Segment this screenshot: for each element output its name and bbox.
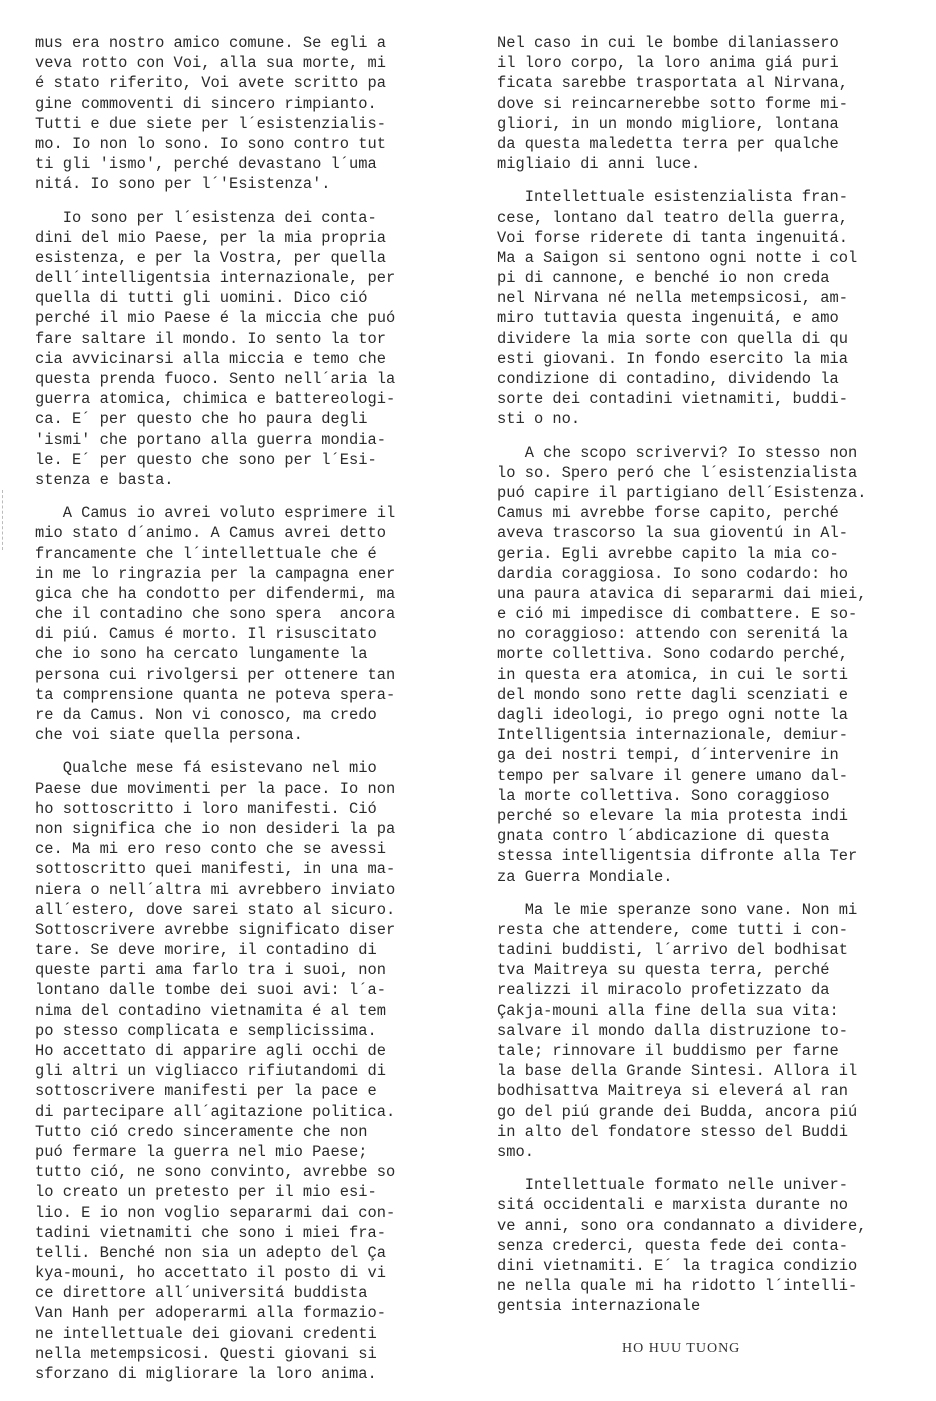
text-line: sitá occidentali e marxista durante no (497, 1196, 848, 1215)
text-line: in me lo ringrazia per la campagna ener (35, 564, 396, 583)
text-line: cia avvicinarsi alla miccia e temo che (35, 349, 386, 368)
right-paragraph (497, 1175, 933, 1316)
text-line: di partecipare all´agitazione politica. (35, 1102, 396, 1121)
text-line: che il contadino che sono spera ancora (35, 605, 396, 624)
text-line: pi di cannone, e benché io non creda (497, 269, 830, 288)
text-line: gli altri un vigliacco rifiutandomi di (35, 1062, 386, 1081)
text-line: francamente che l´intellettuale che é (35, 544, 377, 563)
left-paragraph (35, 33, 475, 195)
text-line: le. E´ per questo che sono per l´Esi- (35, 450, 377, 469)
text-line: la morte collettiva. Sono coraggioso (497, 786, 830, 805)
margin-punch-mark (2, 490, 4, 550)
text-line: all´estero, dove sarei stato al sicuro. (35, 900, 396, 919)
text-line: morte collettiva. Sono codardo perché, (497, 645, 848, 664)
text-line: di piú. Camus é morto. Il risuscitato (35, 625, 377, 644)
text-line: Tutto ció credo sinceramente che non (35, 1122, 368, 1141)
text-line: é stato riferito, Voi avete scritto pa (35, 74, 386, 93)
text-line: sforzano di migliorare la loro anima. (35, 1365, 377, 1383)
text-line: dividere la mia sorte con quella di qu (497, 329, 848, 348)
text-line: condizione di contadino, dividendo la (497, 370, 839, 388)
text-line: dove si reincarnerebbe sotto forme mi- (497, 94, 848, 113)
text-line: tutto ció, ne sono convinto, avrebbe so (35, 1163, 396, 1182)
text-line: ga dei nostri tempi, d´intervenire in (497, 746, 839, 765)
right-paragraph (497, 900, 933, 1162)
text-line: la base della Grande Sintesi. Allora il (497, 1062, 858, 1081)
text-line: in questa era atomica, in cui le sorti (497, 665, 848, 684)
text-line: Io sono per l´esistenza dei conta- (35, 208, 377, 227)
text-line: lo creato un pretesto per il mio esi- (35, 1183, 377, 1202)
text-line: Çakja-mouni alla fine della sua vita: (497, 1001, 839, 1020)
text-line: ne nella quale mi ha ridotto l´intelli- (497, 1277, 858, 1296)
text-line: geria. Egli avrebbe capito la mia co- (497, 544, 839, 563)
text-line: perché so elevare la mia protesta indi (497, 806, 848, 825)
text-line: dini del mio Paese, per la mia propria (35, 228, 386, 247)
text-line: tadini buddisti, l´arrivo del bodhisat (497, 941, 848, 960)
text-line: ficata sarebbe trasportata al Nirvana, (497, 74, 848, 93)
text-line: niera o nell´altra mi avrebbero inviato (35, 880, 396, 899)
text-line: e ció mi impedisce di combattere. E so- (497, 605, 858, 624)
text-line: A che scopo scrivervi? Io stesso non (497, 443, 858, 462)
text-line: po stesso complicata e semplicissima. (35, 1021, 377, 1040)
text-line: tadini vietnamiti che sono i miei fra- (35, 1223, 386, 1242)
text-line: gica che ha condotto per difendermi, ma (35, 584, 396, 603)
left-paragraph (35, 503, 475, 745)
text-line: Paese due movimenti per la pace. Io non (35, 779, 396, 798)
text-line: guerra atomica, chimica e battereologi- (35, 390, 396, 409)
text-line: stenza e basta. (35, 470, 174, 489)
text-line: mo. Io non lo sono. Io sono contro tut (35, 134, 386, 153)
text-line: ce. Ma mi ero reso conto che se avessi (35, 840, 386, 859)
right-paragraph (497, 33, 933, 174)
text-line: puó capire il partigiano dell´Esistenza. (497, 483, 867, 502)
text-line: sottoscrivere manifesti per la pace e (35, 1082, 377, 1101)
text-line: lio. E io non voglio separarmi dai con- (35, 1203, 396, 1222)
text-line: puó fermare la guerra nel mio Paese; (35, 1142, 368, 1161)
text-line: Camus mi avrebbe forse capito, perché (497, 504, 839, 523)
text-line: go del piú grande dei Budda, ancora piú (497, 1102, 858, 1121)
text-line: Ma le mie speranze sono vane. Non mi (497, 900, 858, 919)
text-line: nitá. Io sono per l´'Esistenza'. (35, 175, 331, 194)
text-line: che voi siate quella persona. (35, 726, 303, 745)
text-line: tale; rinnovare il buddismo per farne (497, 1042, 839, 1060)
text-line: tare. Se deve morire, il contadino di (35, 941, 377, 960)
author-signature: HO HUU TUONG (622, 1341, 741, 1356)
text-line: gnata contro l´abdicazione di questa (497, 827, 830, 846)
text-line: Intelligentsia internazionale, demiur- (497, 726, 848, 745)
text-line: gentsia internazionale (497, 1297, 701, 1316)
text-line: sti o no. (497, 410, 581, 429)
text-line: senza crederci, questa fede dei conta- (497, 1236, 848, 1255)
text-line: ti gli 'ismo', perché devastano l´uma (35, 155, 377, 174)
text-line: nel Nirvana né nella metempsicosi, am- (497, 289, 848, 308)
text-line: che io sono ha cercato lungamente la (35, 645, 368, 664)
left-column (35, 33, 475, 1384)
text-line: cese, lontano dal teatro della guerra, (497, 208, 848, 227)
text-line: da questa maledetta terra per qualche (497, 134, 839, 153)
left-paragraph (35, 758, 475, 1384)
text-line: Nel caso in cui le bombe dilaniassero (497, 34, 839, 52)
text-line: persona cui rivolgersi per ottenere tan (35, 665, 396, 684)
text-line: del mondo sono rette dagli scenziati e (497, 685, 848, 704)
text-line: salvare il mondo dalla distruzione to- (497, 1021, 848, 1040)
text-line: nella metempsicosi. Questi giovani si (35, 1344, 377, 1363)
text-line: no coraggioso: attendo con serenitá la (497, 625, 848, 644)
text-line: questa prenda fuoco. Sento nell´aria la (35, 370, 396, 388)
text-line: lontano dalle tombe dei suoi avi: l´a- (35, 981, 386, 1000)
text-line: lo so. Spero peró che l´esistenzialista (497, 463, 858, 482)
text-line: Ma a Saigon si sentono ogni notte i col (497, 248, 858, 267)
text-line: dell´intelligentsia internazionale, per (35, 269, 396, 288)
text-line: Ho accettato di apparire agli occhi de (35, 1042, 386, 1060)
text-line: 'ismi' che portano alla guerra mondia- (35, 430, 386, 449)
right-paragraph (497, 443, 933, 887)
text-line: resta che attendere, come tutti i con- (497, 920, 848, 939)
text-line: smo. (497, 1142, 534, 1161)
text-line: mus era nostro amico comune. Se egli a (35, 34, 386, 52)
text-line: Intellettuale formato nelle univer- (497, 1176, 848, 1195)
text-line: gliori, in un mondo migliore, lontana (497, 114, 839, 133)
text-line: tva Maitreya su questa terra, perché (497, 961, 830, 980)
text-line: dagli ideologi, io prego ogni notte la (497, 706, 848, 724)
text-line: A Camus io avrei voluto esprimere il (35, 504, 396, 523)
text-line: re da Camus. Non vi conosco, ma credo (35, 706, 377, 724)
text-line: ta comprensione quanta ne poteva spera- (35, 685, 396, 704)
text-line: za Guerra Mondiale. (497, 867, 673, 886)
text-line: migliaio di anni luce. (497, 155, 701, 174)
text-line: veva rotto con Voi, alla sua morte, mi (35, 54, 386, 73)
text-line: Sottoscrivere avrebbe significato diser (35, 920, 396, 939)
text-line: nima del contadino vietnamita é al tem (35, 1001, 386, 1020)
text-line: ce direttore all´universitá buddista (35, 1284, 368, 1303)
text-line: dardia coraggiosa. Io sono codardo: ho (497, 564, 848, 583)
text-line: kya-mouni, ho accettato il posto di vi (35, 1264, 386, 1283)
right-paragraph (497, 187, 933, 429)
text-line: queste parti ama farlo tra i suoi, non (35, 961, 386, 980)
text-line: Intellettuale esistenzialista fran- (497, 188, 848, 207)
text-line: gine commoventi di sincero rimpianto. (35, 94, 377, 113)
text-line: perché il mio Paese é la miccia che puó (35, 309, 396, 328)
text-line: una paura atavica di separarmi dai miei, (497, 584, 867, 603)
text-line: Voi forse riderete di tanta ingenuitá. (497, 228, 848, 247)
text-line: telli. Benché non sia un adepto del Ça (35, 1243, 386, 1262)
text-line: mio stato d´animo. A Camus avrei detto (35, 524, 386, 543)
right-column (497, 33, 933, 1316)
text-line: esistenza, e per la Vostra, per quella (35, 248, 386, 267)
text-line: ne intellettuale dei giovani credenti (35, 1324, 377, 1343)
text-line: tempo per salvare il genere umano dal- (497, 766, 848, 785)
text-line: esti giovani. In fondo esercito la mia (497, 349, 848, 368)
text-line: sottoscritto quei manifesti, in una ma- (35, 860, 396, 879)
text-line: ve anni, sono ora condannato a dividere, (497, 1216, 867, 1235)
text-line: stessa intelligentsia difronte alla Ter (497, 847, 858, 866)
left-paragraph (35, 208, 475, 491)
text-line: Tutti e due siete per l´esistenzialis- (35, 114, 386, 133)
text-line: bodhisattva Maitreya si eleverá al ran (497, 1082, 848, 1101)
text-line: fare saltare il mondo. Io sento la tor (35, 329, 386, 348)
text-line: dini vietnamiti. E´ la tragica condizio (497, 1256, 858, 1275)
text-line: Qualche mese fá esistevano nel mio (35, 759, 377, 778)
text-line: quella di tutti gli uomini. Dico ció (35, 289, 368, 308)
text-line: ca. E´ per questo che ho paura degli (35, 410, 368, 429)
text-line: realizzi il miracolo profetizzato da (497, 981, 830, 1000)
text-line: sorte dei contadini vietnamiti, buddi- (497, 390, 848, 409)
text-line: miro tuttavia questa ingenuitá, e amo (497, 309, 839, 328)
text-line: ho sottoscritto i loro manifesti. Ció (35, 799, 377, 818)
text-line: non significa che io non desideri la pa (35, 819, 396, 838)
text-line: Van Hanh per adoperarmi alla formazio- (35, 1304, 386, 1323)
text-line: il loro corpo, la loro anima giá puri (497, 54, 839, 73)
text-line: in alto del fondatore stesso del Buddi (497, 1122, 848, 1141)
text-line: aveva trascorso la sua gioventú in Al- (497, 524, 848, 543)
